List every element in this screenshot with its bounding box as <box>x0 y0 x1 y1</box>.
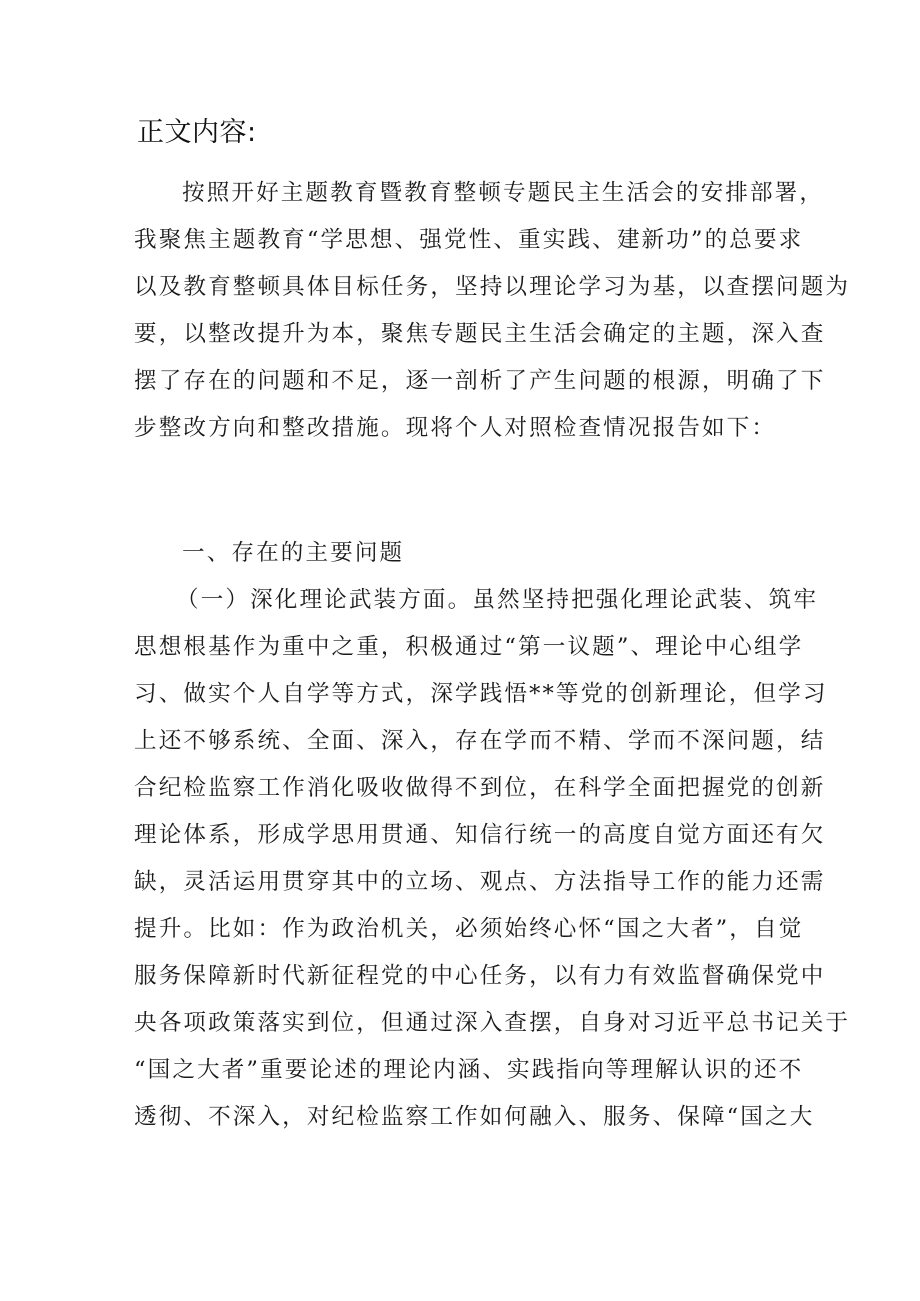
body-line-9: 服务保障新时代新征程党的中心任务，以有力有效监督确保党中 <box>134 963 826 989</box>
body-line-7: 缺，灵活运用贯穿其中的立场、观点、方法指导工作的能力还需 <box>134 869 826 895</box>
body-line-1: （一）深化理论武装方面。虽然坚持把强化理论武装、筑牢 <box>176 587 819 613</box>
body-line-8: 提升。比如：作为政治机关，必须始终心怀“国之大者”，自觉 <box>134 916 804 942</box>
intro-line-5: 摆了存在的问题和不足，逐一剖析了产生问题的根源，明确了下 <box>134 368 826 394</box>
intro-line-3: 以及教育整顿具体目标任务，坚持以理论学习为基，以查摆问题为 <box>134 274 851 300</box>
intro-line-1: 按照开好主题教育暨教育整顿专题民主生活会的安排部署， <box>182 180 825 206</box>
body-line-10: 央各项政策落实到位，但通过深入查摆，自身对习近平总书记关于 <box>134 1010 851 1036</box>
body-line-2: 思想根基作为重中之重，积极通过“第一议题”、理论中心组学 <box>134 634 804 660</box>
page-title: 正文内容: <box>137 117 257 148</box>
body-line-4: 上还不够系统、全面、深入，存在学而不精、学而不深问题，结 <box>134 728 826 754</box>
body-line-6: 理论体系，形成学思用贯通、知信行统一的高度自觉方面还有欠 <box>134 822 826 848</box>
intro-line-4: 要，以整改提升为本，聚焦专题民主生活会确定的主题，深入查 <box>134 321 826 347</box>
intro-line-2: 我聚焦主题教育“学思想、强党性、重实践、建新功”的总要求 <box>134 227 804 253</box>
intro-line-6: 步整改方向和整改措施。现将个人对照检查情况报告如下： <box>134 415 777 441</box>
body-line-12: 透彻、不深入，对纪检监察工作如何融入、服务、保障“国之大 <box>134 1104 815 1130</box>
body-line-5: 合纪检监察工作消化吸收做得不到位，在科学全面把握党的创新 <box>134 775 826 801</box>
body-line-3: 习、做实个人自学等方式，深学践悟**等党的创新理论，但学习 <box>134 681 828 707</box>
body-line-11: “国之大者”重要论述的理论内涵、实践指向等理解认识的还不 <box>134 1057 804 1083</box>
section-heading: 一、存在的主要问题 <box>182 540 405 566</box>
